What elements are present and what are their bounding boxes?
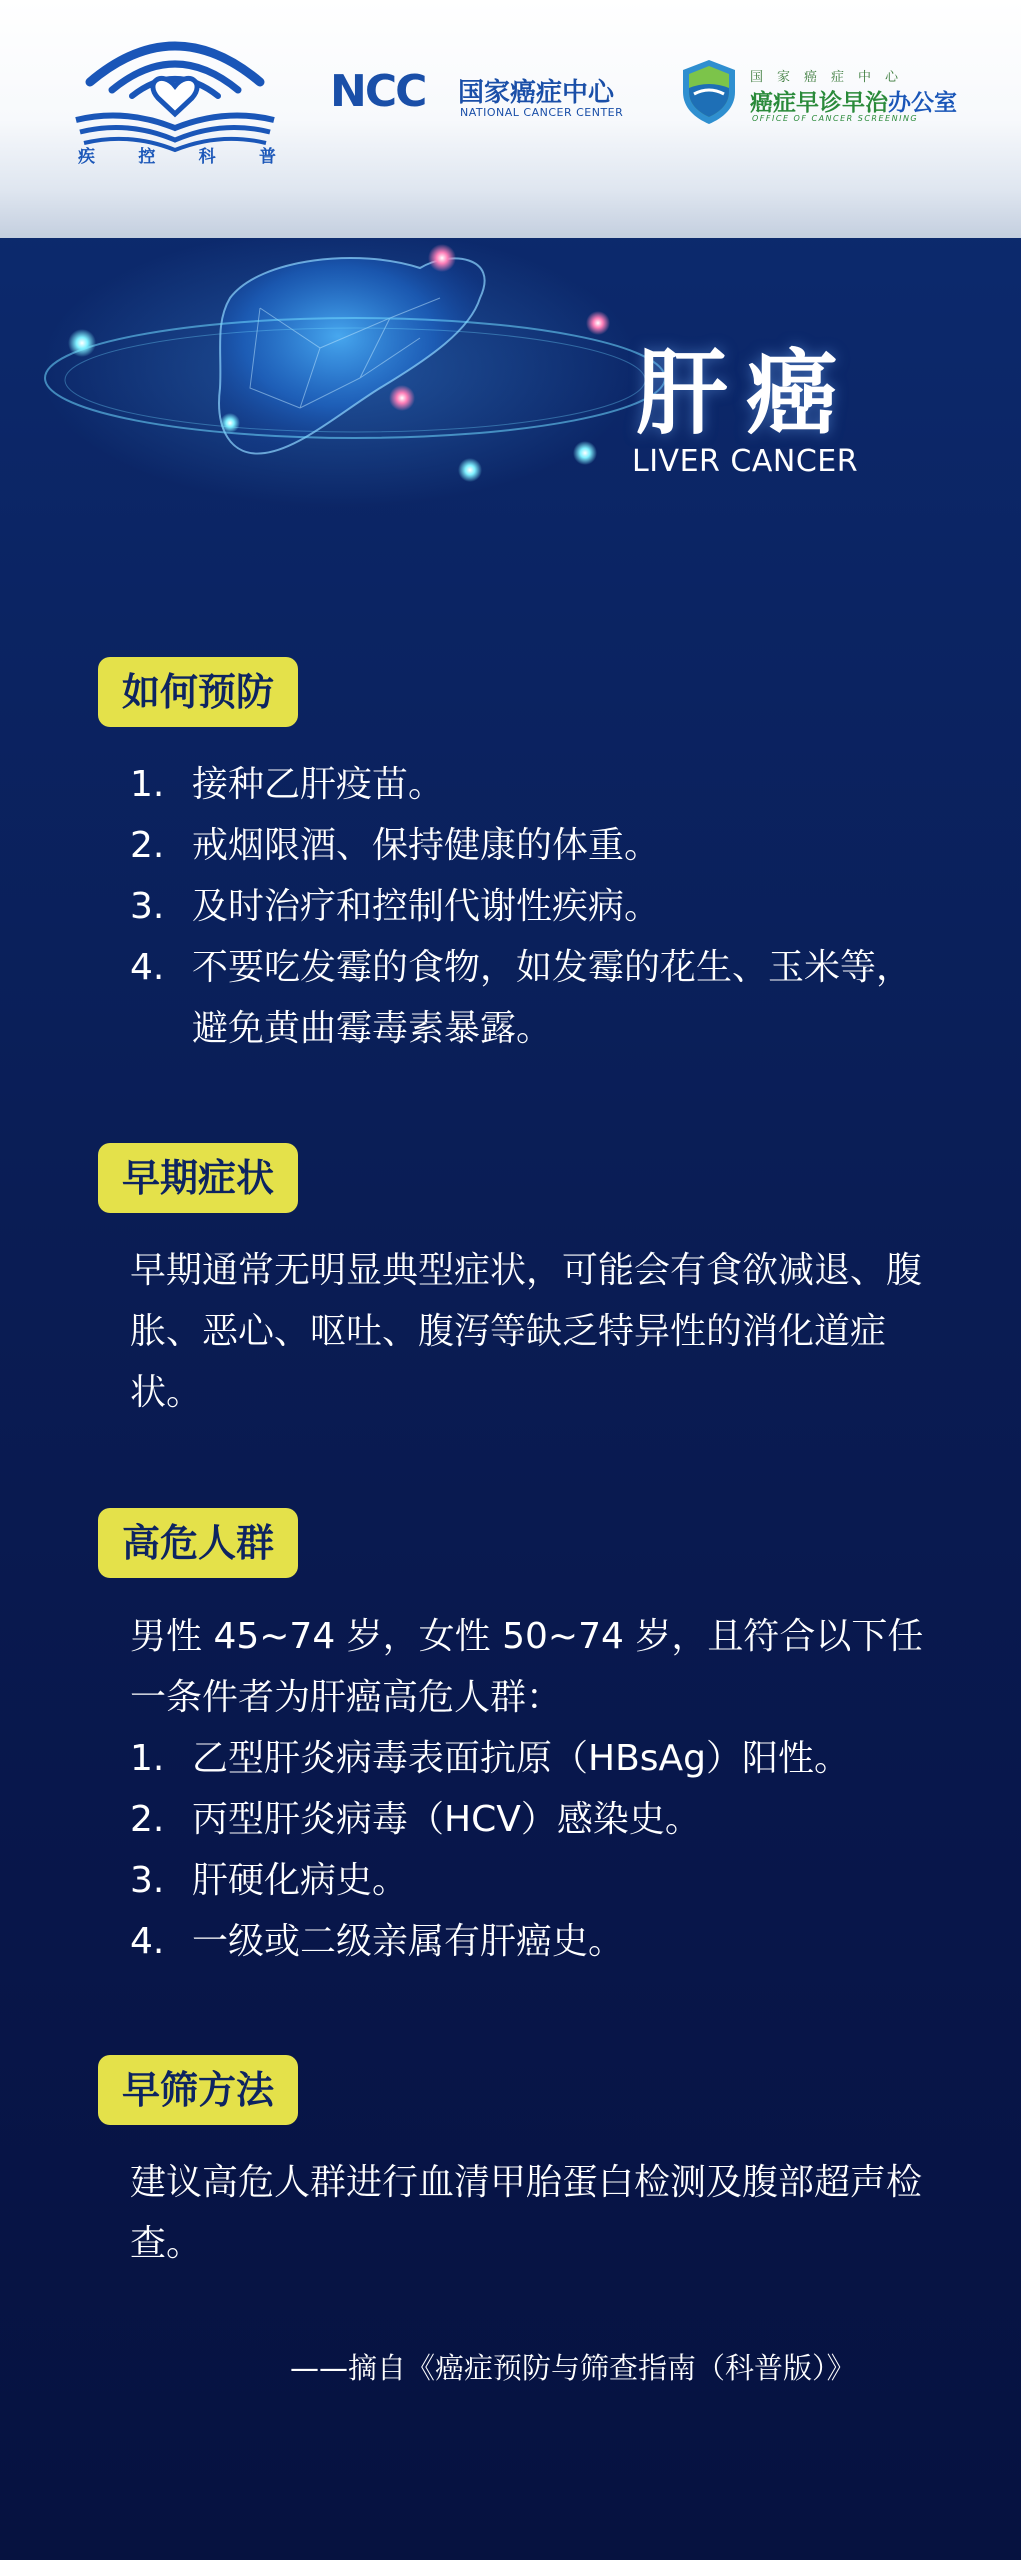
- liver-illustration: [0, 238, 1021, 538]
- list-item: [130, 1850, 940, 1911]
- section-title-prevention: 如何预防: [98, 657, 298, 727]
- symptoms-text: 早期通常无明显典型症状，可能会有食欲减退、腹胀、恶心、呕吐、腹泻等缺乏特异性的消化道症状。: [130, 1250, 923, 1413]
- list-item-number: 4.: [130, 947, 165, 988]
- list-item-text: 接种乙肝疫苗。: [192, 764, 445, 805]
- section-title-symptoms: 早期症状: [98, 1143, 298, 1213]
- prevention-list: [130, 754, 940, 1059]
- screening-office-parent: 国家癌症中心: [750, 70, 913, 85]
- risk-content: [130, 1606, 940, 1972]
- list-item-number: 3.: [130, 1860, 165, 1901]
- list-item-text: 及时治疗和控制代谢性疾病。: [192, 886, 661, 927]
- section-title-screening: 早筛方法: [98, 2055, 298, 2125]
- risk-intro: 男性 45~74 岁，女性 50~74 岁，且符合以下任一条件者为肝癌高危人群：: [130, 1616, 924, 1718]
- section-title-risk: 高危人群: [98, 1508, 298, 1578]
- screening-office-name-en: OFFICE OF CANCER SCREENING: [752, 114, 919, 123]
- page-title: 肝癌: [636, 340, 857, 447]
- list-item: [130, 876, 940, 937]
- list-item-text: 不要吃发霉的食物，如发霉的花生、玉米等，避免黄曲霉毒素暴露。: [192, 947, 913, 1049]
- logo-caption-char: 控: [138, 147, 158, 167]
- shield-icon: [680, 58, 738, 126]
- list-item: [130, 754, 940, 815]
- screening-office-name-green: 癌症早诊早治: [750, 90, 888, 116]
- ncc-name-cn: 国家癌症中心: [458, 78, 615, 108]
- list-item-number: 1.: [130, 1738, 165, 1779]
- list-item: [130, 1728, 940, 1789]
- list-item: [130, 937, 940, 1059]
- list-item-text: 肝硬化病史。: [192, 1860, 409, 1901]
- logo-caption-char: 疾: [78, 147, 97, 167]
- list-item-number: 3.: [130, 886, 165, 927]
- list-item-number: 1.: [130, 764, 165, 805]
- logo-caption-char: 科: [198, 147, 218, 167]
- header: [0, 0, 1021, 238]
- screening-text: 建议高危人群进行血清甲胎蛋白检测及腹部超声检查。: [130, 2162, 923, 2264]
- screening-office-logo: [680, 58, 980, 128]
- logo-caption: [78, 142, 278, 167]
- logo-caption-char: 普: [258, 147, 278, 167]
- screening-office-name-blue: 办公室: [888, 90, 957, 116]
- list-item-text: 戒烟限酒、保持健康的体重。: [192, 825, 661, 866]
- page-subtitle: LIVER CANCER: [632, 444, 859, 479]
- list-item-number: 4.: [130, 1921, 165, 1962]
- list-item-text: 一级或二级亲属有肝癌史。: [192, 1921, 625, 1962]
- ncc-name-en: NATIONAL CANCER CENTER: [460, 106, 624, 119]
- list-item: [130, 815, 940, 876]
- ncc-mark: NCC: [330, 66, 426, 117]
- list-item-number: 2.: [130, 825, 165, 866]
- list-item-number: 2.: [130, 1799, 165, 1840]
- source-citation: ——摘自《癌症预防与筛查指南（科普版）》: [290, 2351, 856, 2385]
- list-item-text: 丙型肝炎病毒（HCV）感染史。: [192, 1799, 701, 1840]
- list-item: [130, 1789, 940, 1850]
- screening-office-name: [750, 84, 957, 117]
- list-item: [130, 1911, 940, 1972]
- ncc-logo: [330, 64, 640, 124]
- list-item-text: 乙型肝炎病毒表面抗原（HBsAg）阳性。: [192, 1738, 851, 1779]
